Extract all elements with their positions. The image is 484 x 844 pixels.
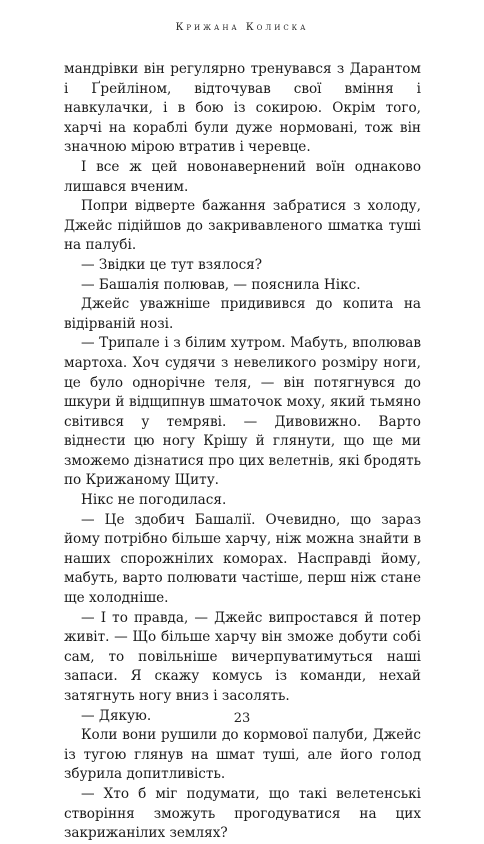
dialogue-line: — Це здобич Башалії. Очевидно, що зараз йому потрібно більше харчу, ніж можна знайти в наших спорожнілих коморах. Насправді йому, мабуть, варто полювати частіше, перш ніж стане ще холодніше. (64, 511, 421, 607)
paragraph: Джейс уважніше придивився до копита на відірваній нозі. (64, 296, 421, 332)
dialogue-line: — Дякую. (81, 707, 152, 724)
dialogue-line: — Хто б міг подумати, що такі велетенські створіння зможуть прогодуватися на цих закрижанілих землях? (64, 785, 421, 842)
page-number: 23 (233, 711, 251, 726)
dialogue-line: — Звідки це тут взялося? (81, 256, 263, 273)
paragraph: Нікс не погодилася. (81, 492, 227, 509)
paragraph: І все ж цей новонавернений воїн однаково лишався вченим. (64, 158, 421, 195)
dialogue-line: — Трипале і з білим хутром. Мабуть, вполював мартоха. Хоч судячи з невеликого розміру ноги, це було однорічне теля, — він потягнувся до шкури й відщипнув шматочок моху, який тьмяно світився у темряві. — Дивовижно. Варто віднести цю ногу Крішу й глянути, що ще ми зможемо дізнатися про цих велетнів, які бродять по Крижаному Щиту. (64, 335, 421, 489)
paragraph: Коли вони рушили до кормової палуби, Джейс із тугою глянув на шмат туші, але його голод збурила допитливість. (64, 727, 421, 783)
paragraph: Попри відверте бажання забратися з холоду, Джейс підійшов до закривавленого шматка туші на палубі. (64, 198, 421, 254)
running-header: Крижана Колиска (175, 22, 309, 33)
paragraph: мандрівки він регулярно тренувався з Дарантом і Ґрейліном, відточував свої вміння і навкулачки, і в бою із сокирою. Окрім того, харчі на кораблі були дуже нормовані, тож він значною мірою втратив і черевце. (64, 61, 421, 156)
body-text (64, 60, 421, 844)
dialogue-line: — І то правда, — Джейс випростався й потер живіт. — Що більше харчу він зможе добути собі сам, то повільніше вичерпуватимуться наші запаси. Я скажу комусь із команди, нехай затягнуть ногу вниз і засолять. (64, 609, 421, 704)
dialogue-line: — Башалія полював, — пояснила Нікс. (81, 276, 361, 293)
